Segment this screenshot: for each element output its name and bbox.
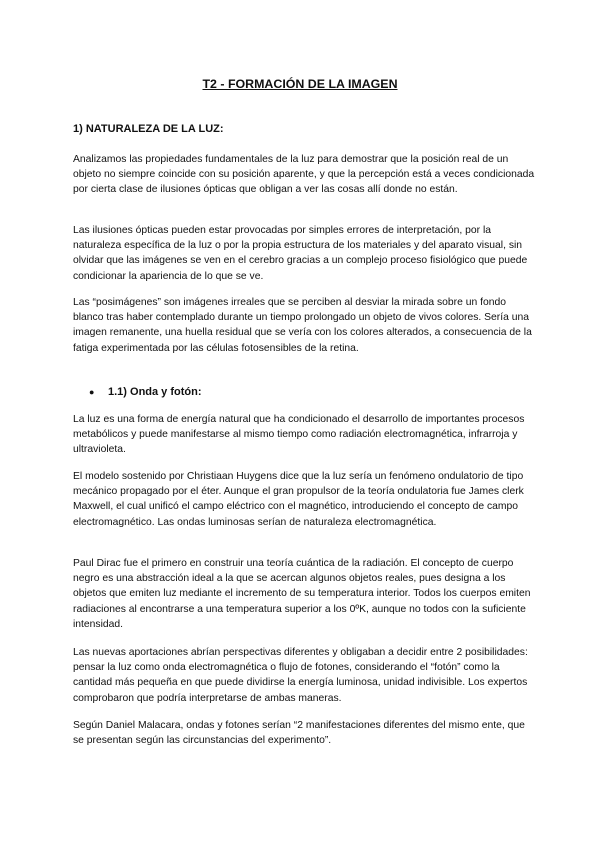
bullet-icon: ● bbox=[89, 387, 95, 397]
paragraph-malacara-quote: Según Daniel Malacara, ondas y fotones serían “2 manifestaciones diferentes del mismo ente, que se presentan según las circunstancias del experimento”. bbox=[73, 720, 525, 747]
paragraph-dirac-theory: Paul Dirac fue el primero en construir una teoría cuántica de la radiación. El concepto de cuerpo negro es una abstracción ideal a la que se acercan algunos objetos reales, pues designa a los objetos que emiten luz mediante el incremento de su temperatura interior. Todos los cuerpos emiten radiaciones al encontrarse a una temperatura superior a los 0ºK, aunque no todos con la suficiente intensidad. bbox=[73, 558, 531, 630]
document-title: T2 - FORMACIÓN DE LA IMAGEN bbox=[202, 77, 398, 91]
subsection-heading bbox=[89, 385, 202, 399]
paragraph-wave-photon: Las nuevas aportaciones abrían perspectivas diferentes y obligaban a decidir entre 2 posibilidades: pensar la luz como onda electromagnética o flujo de fotones, considerando el “fotón” como la cantidad más pequeña en que puede dividirse la energía luminosa, unidad indivisible. Los expertos comprobaron que podría interpretarse de ambas maneras. bbox=[73, 647, 528, 704]
paragraph-huygens-model: El modelo sostenido por Christiaan Huygens dice que la luz sería un fenómeno ondulatorio de tipo mecánico propagado por el éter. Aunque el gran propulsor de la teoría ondulatoria fue James clerk Maxwell, el cual unificó el campo eléctrico con el magnético, introduciendo el concepto de campo electromagnético. Las ondas luminosas serían de naturaleza electromagnética. bbox=[73, 471, 524, 528]
paragraph-light-energy: La luz es una forma de energía natural que ha condicionado el desarrollo de importantes procesos metabólicos y puede manifestarse al mismo tiempo como radiación electromagnética, infrarroja y ultravioleta. bbox=[73, 414, 525, 456]
section-heading: 1) NATURALEZA DE LA LUZ: bbox=[73, 123, 224, 135]
paragraph-afterimages: Las “posimágenes” son imágenes irreales que se perciben al desviar la mirada sobre un fondo blanco tras haber contemplado durante un tiempo prolongado un objeto de vivos colores. Sería una imagen remanente, una huella residual que se vería con los colores alterados, a consecuencia de la fatiga experimentada por las células fotosensibles de la retina. bbox=[73, 297, 532, 354]
paragraph-optical-illusions: Las ilusiones ópticas pueden estar provocadas por simples errores de interpretación, por la naturaleza específica de la luz o por la propia estructura de los materiales y del aparato visual, sin olvidar que las imágenes se ven en el cerebro gracias a un complejo proceso fisiológico que puede condicionar la apariencia de lo que se ve. bbox=[73, 225, 528, 282]
subsection-heading-text: 1.1) Onda y fotón: bbox=[108, 386, 202, 398]
paragraph-light-properties: Analizamos las propiedades fundamentales de la luz para demostrar que la posición real de un objeto no siempre coincide con su posición aparente, y que la percepción está a veces condicionada por cierta clase de ilusiones ópticas que obligan a ver las cosas allí donde no están. bbox=[73, 154, 535, 196]
